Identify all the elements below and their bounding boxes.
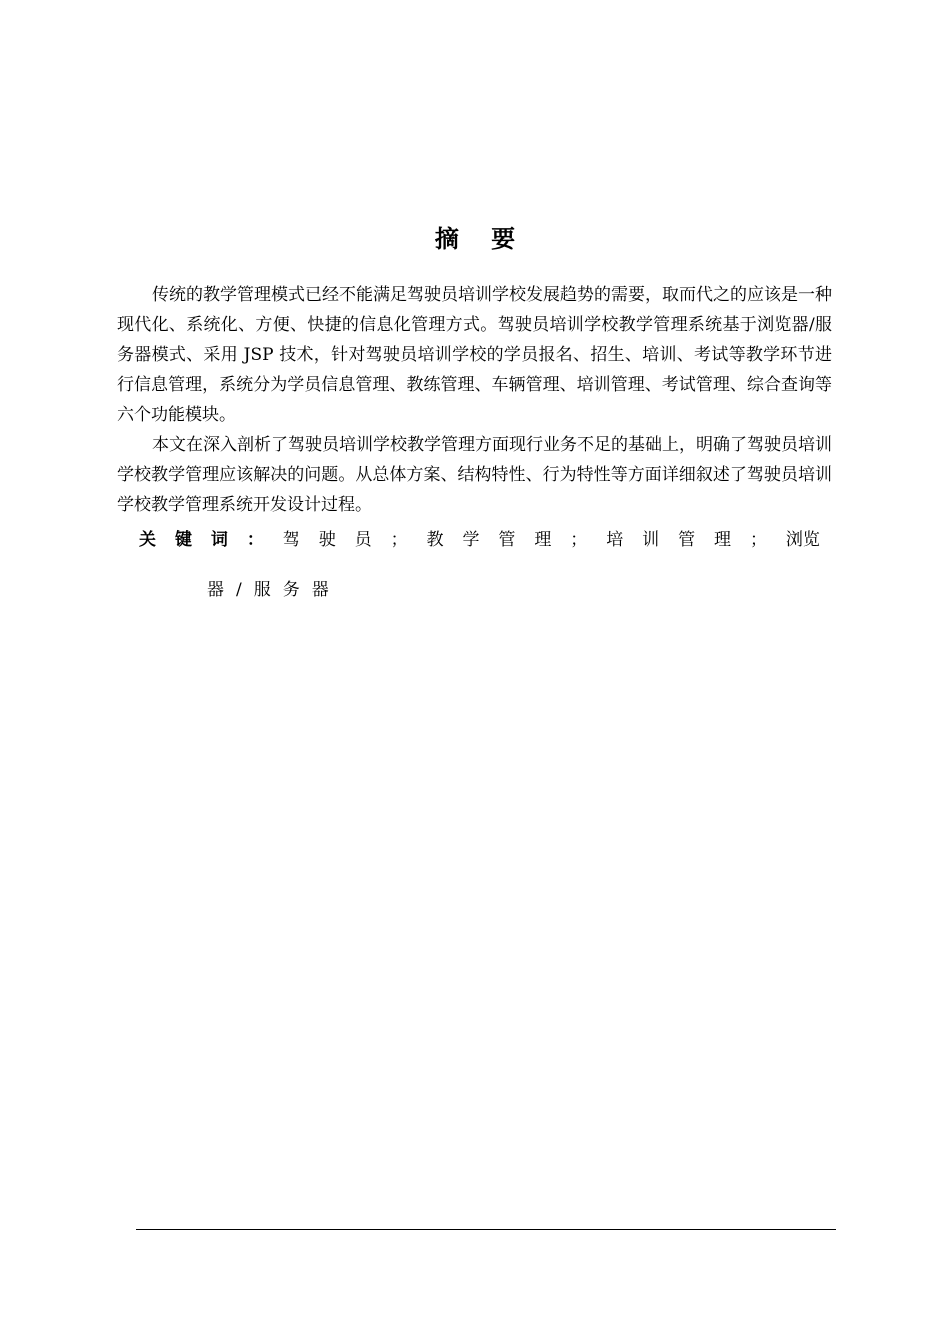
keyword-char: 培 <box>606 530 624 550</box>
keyword-separator: ； <box>570 530 588 550</box>
keyword-char: 教 <box>426 530 444 550</box>
keywords-line-2: 器/服务器 <box>207 580 341 600</box>
keyword-char: 管 <box>678 530 696 550</box>
keyword-separator: ； <box>390 530 408 550</box>
abstract-body <box>117 280 832 520</box>
keywords-label-char: 词 <box>210 530 228 550</box>
abstract-paragraph-1: 传统的教学管理模式已经不能满足驾驶员培训学校发展趋势的需要，取而代之的应该是一种现代化、系统化、方便、快捷的信息化管理方式。驾驶员培训学校教学管理系统基于浏览器/服务器模式、采用 JSP 技术，针对驾驶员培训学校的学员报名、招生、培训、考试等教学环节进行信息管理，系统分为学员信息管理、教练管理、车辆管理、培训管理、考试管理、综合查询等六个功能模块。 <box>117 285 832 425</box>
keywords-label-char: 关 <box>139 530 156 550</box>
keyword-char: 员 <box>354 530 372 550</box>
keyword-char: 理 <box>534 530 552 550</box>
keyword-separator: ； <box>749 530 767 550</box>
keyword-char: 学 <box>462 530 480 550</box>
keyword-char: 浏览 <box>785 530 820 550</box>
footer-divider <box>136 1229 836 1230</box>
abstract-paragraph-2: 本文在深入剖析了驾驶员培训学校教学管理方面现行业务不足的基础上，明确了驾驶员培训学校教学管理应该解决的问题。从总体方案、结构特性、行为特性等方面详细叙述了驾驶员培训学校教学管理系统开发设计过程。 <box>117 435 832 515</box>
page-title: 摘 要 <box>434 225 528 253</box>
keywords-line-1 <box>117 525 832 555</box>
keywords-section <box>117 525 832 605</box>
keywords-label-char: ： <box>246 530 264 550</box>
keyword-char: 训 <box>642 530 660 550</box>
keyword-char: 驶 <box>318 530 336 550</box>
keyword-char: 理 <box>714 530 731 550</box>
keywords-label-char: 键 <box>174 530 192 550</box>
keyword-char: 驾 <box>282 530 300 550</box>
keyword-char: 管 <box>498 530 516 550</box>
